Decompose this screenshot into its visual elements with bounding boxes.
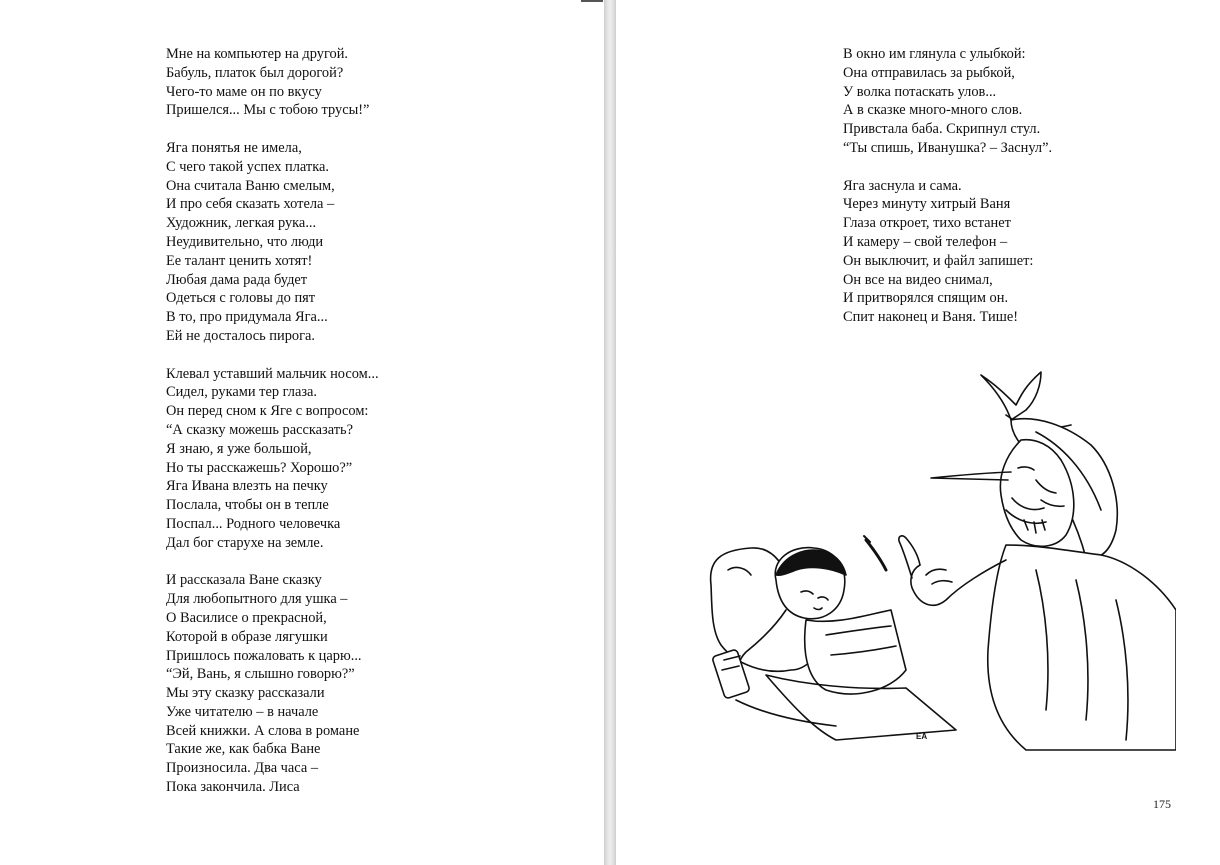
verse-line: Бабуль, платок был дорогой? [166, 64, 344, 81]
verse-line: И про себя сказать хотела – [166, 196, 335, 213]
verse-line: Одеться с головы до пят [166, 290, 316, 307]
verse-line: “А сказку можешь рассказать? [166, 421, 353, 438]
verse-line: Ей не досталось пирога. [166, 327, 315, 344]
verse-line: Ее талант ценить хотят! [166, 252, 313, 269]
verse-line: Чего-то маме он по вкусу [166, 83, 322, 100]
verse-line: В окно им глянула с улыбкой: [843, 46, 1026, 62]
verse-line: Пришелся... Мы с тобою трусы!” [166, 102, 370, 119]
verse-line: Пришлось пожаловать к царю... [166, 647, 362, 664]
verse-line: Через минуту хитрый Ваня [843, 196, 1011, 213]
verse-line: Художник, легкая рука... [166, 215, 317, 232]
verse-line: Глаза откроет, тихо встанет [843, 215, 1011, 232]
verse-line: Пока закончила. Лиса [166, 779, 300, 796]
verse-line: Но ты расскажешь? Хорошо?” [166, 459, 353, 476]
verse-line: Она отправилась за рыбкой, [843, 64, 1015, 81]
verse-line: Спит наконец и Ваня. Тише! [843, 309, 1019, 326]
right-poem-text [843, 45, 1052, 327]
verse-line: Яга заснула и сама. [843, 177, 962, 194]
verse-line: “Эй, Вань, я слышно говорю?” [166, 666, 355, 683]
verse-line: Мы эту сказку рассказали [166, 685, 325, 702]
verse-line: О Василисе о прекрасной, [166, 609, 327, 626]
verse-line: И притворялся спящим он. [843, 290, 1009, 307]
verse-line: Поспал... Родного человечка [166, 515, 341, 532]
verse-line: Яга понятья не имела, [166, 139, 302, 156]
verse-line: Которой в образе лягушки [166, 628, 328, 645]
verse-line: С чего такой успех платка. [166, 158, 329, 175]
verse-line: У волка потаскать улов... [843, 83, 997, 100]
verse-line: Она считала Ваню смелым, [166, 177, 335, 194]
verse-line: Любая дама рада будет [166, 271, 308, 288]
verse-line: Дал бог старухе на земле. [166, 534, 324, 551]
verse-line: И рассказала Ване сказку [166, 572, 322, 589]
verse-line: Неудивительно, что люди [166, 233, 324, 250]
left-poem-text [166, 45, 379, 797]
right-page [616, 0, 1220, 865]
verse-line: Яга Ивана влезть на печку [166, 478, 328, 495]
verse-line: А в сказке много-много слов. [843, 102, 1023, 119]
verse-line: Он перед сном к Яге с вопросом: [166, 403, 369, 420]
verse-line: Сидел, руками тер глаза. [166, 384, 318, 401]
verse-line: Привстала баба. Скрипнул стул. [843, 121, 1041, 138]
verse-line: Клевал уставший мальчик носом... [166, 365, 379, 382]
top-marker-left [581, 0, 603, 2]
verse-line: Уже читателю – в начале [166, 703, 319, 720]
stanza-gap [166, 553, 379, 572]
verse-line: Он выключит, и файл запишет: [843, 252, 1034, 269]
verse-line: Произносила. Два часа – [166, 760, 319, 777]
verse-line: Для любопытного для ушка – [166, 591, 348, 608]
verse-line: Всей книжки. А слова в романе [166, 722, 360, 739]
verse-line: “Ты спишь, Иванушка? – Заснул”. [843, 139, 1053, 156]
verse-line: Он все на видео снимал, [843, 271, 993, 288]
verse-line: И камеру – свой телефон – [843, 233, 1008, 250]
illustrator-initials: ЕА [916, 732, 928, 741]
page-number: 175 [1153, 797, 1171, 811]
stanza-gap [166, 120, 379, 139]
illustration-drawing [706, 370, 1176, 755]
verse-line: В то, про придумала Яга... [166, 309, 328, 326]
stanza-gap [166, 346, 379, 365]
verse-line: Послала, чтобы он в тепле [166, 497, 329, 514]
stanza-gap [843, 158, 1052, 177]
verse-line: Такие же, как бабка Ване [166, 741, 321, 758]
verse-line: Я знаю, я уже большой, [166, 440, 312, 457]
illustration-baba-yaga-and-boy [706, 370, 1176, 755]
verse-line: Мне на компьютер на другой. [166, 46, 348, 62]
book-gutter [604, 0, 616, 865]
